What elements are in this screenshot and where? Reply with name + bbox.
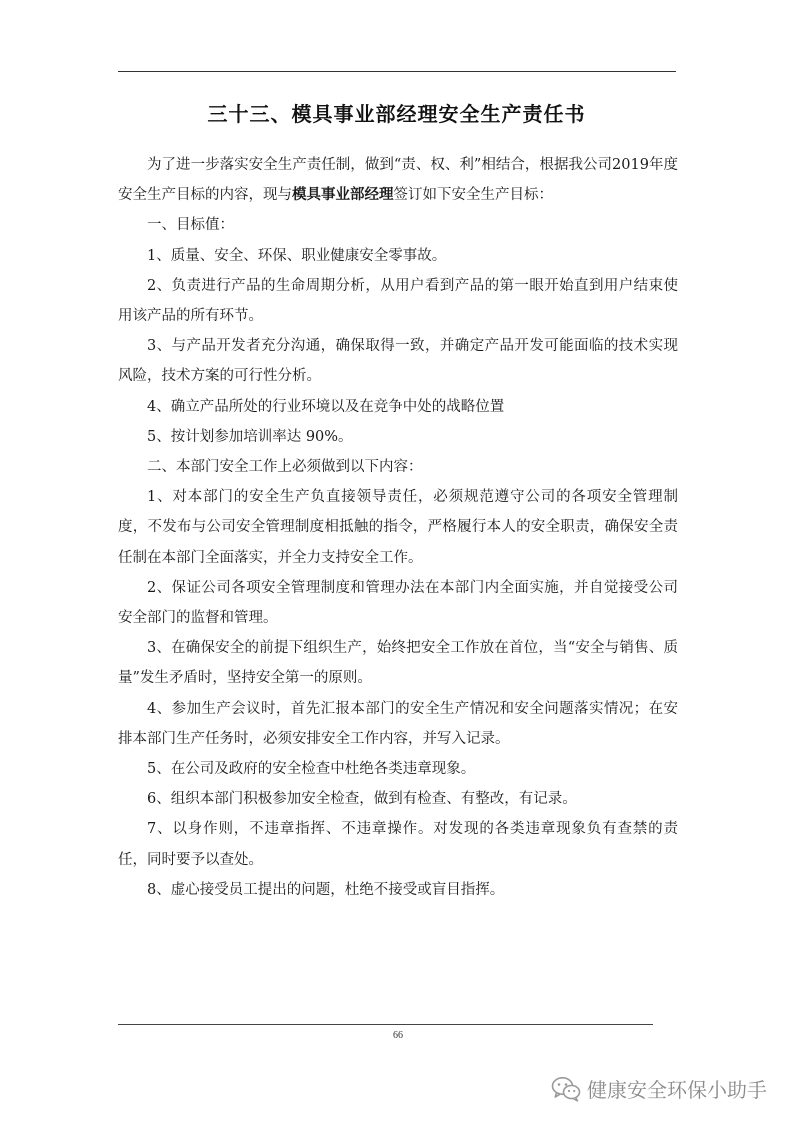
page-number: 66 bbox=[393, 1030, 403, 1041]
section2-item: 3、在确保安全的前提下组织生产，始终把安全工作放在首位，当“安全与销售、质量”发生矛盾时，坚持安全第一的原则。 bbox=[118, 640, 678, 687]
section1-item: 3、与产品开发者充分沟通，确保取得一致，并确定产品开发可能面临的技术实现风险，技术方案的可行性分析。 bbox=[118, 338, 678, 385]
section1-item: 5、按计划参加培训率达 90%。 bbox=[147, 428, 353, 445]
section2-item: 2、保证公司各项安全管理制度和管理办法在本部门内全面实施，并自觉接受公司安全部门的监督和管理。 bbox=[118, 579, 678, 627]
wechat-icon bbox=[551, 1076, 581, 1102]
intro-bold-name: 模具事业部经理 bbox=[292, 187, 394, 204]
header-rule bbox=[118, 71, 676, 72]
section1-heading: 一、目标值： bbox=[147, 217, 234, 234]
section2-item: 8、虚心接受员工提出的问题，杜绝不接受或盲目指挥。 bbox=[147, 881, 505, 898]
section1-item: 2、负责进行产品的生命周期分析，从用户看到产品的第一眼开始直到用户结束使用该产品的所有环节。 bbox=[118, 277, 678, 325]
watermark bbox=[551, 1074, 767, 1103]
section2-item: 7、以身作则，不违章指挥、不违章操作。对发现的各类违章现象负有查禁的责任，同时要予以查处。 bbox=[118, 821, 678, 868]
section2-item: 1、对本部门的安全生产负直接领导责任，必须规范遵守公司的各项安全管理制度，不发布与公司安全管理制度相抵触的指令，严格履行本人的安全职责，确保安全责任制在本部门全面落实，并全力支持安全工作。 bbox=[118, 489, 678, 566]
intro-paragraph bbox=[118, 150, 678, 210]
intro-text-part1: 为了进一步落实安全生产责任制，做到“责、权、利”相结合，根据我公司2019年度安全生产目标的内容，现与 bbox=[118, 157, 678, 204]
watermark-text: 健康安全环保小助手 bbox=[587, 1078, 767, 1102]
document-title: 三十三、模具事业部经理安全生产责任书 bbox=[207, 102, 586, 126]
section2-item: 5、在公司及政府的安全检查中杜绝各类违章现象。 bbox=[147, 761, 476, 778]
footer-rule bbox=[118, 1024, 653, 1025]
section1-item: 1、质量、安全、环保、职业健康安全零事故。 bbox=[147, 247, 447, 264]
section2-item: 4、参加生产会议时，首先汇报本部门的安全生产情况和安全问题落实情况；在安排本部门生产任务时，必须安排安全工作内容，并写入记录。 bbox=[118, 700, 678, 747]
section1-item: 4、确立产品所处的行业环境以及在竞争中处的战略位置 bbox=[147, 398, 505, 415]
section2-heading: 二、本部门安全工作上必须做到以下内容： bbox=[147, 459, 423, 476]
intro-text-part2: 签订如下安全生产目标： bbox=[393, 187, 553, 204]
document-body bbox=[118, 150, 678, 905]
section2-item: 6、组织本部门积极参加安全检查，做到有检查、有整改，有记录。 bbox=[147, 791, 577, 808]
